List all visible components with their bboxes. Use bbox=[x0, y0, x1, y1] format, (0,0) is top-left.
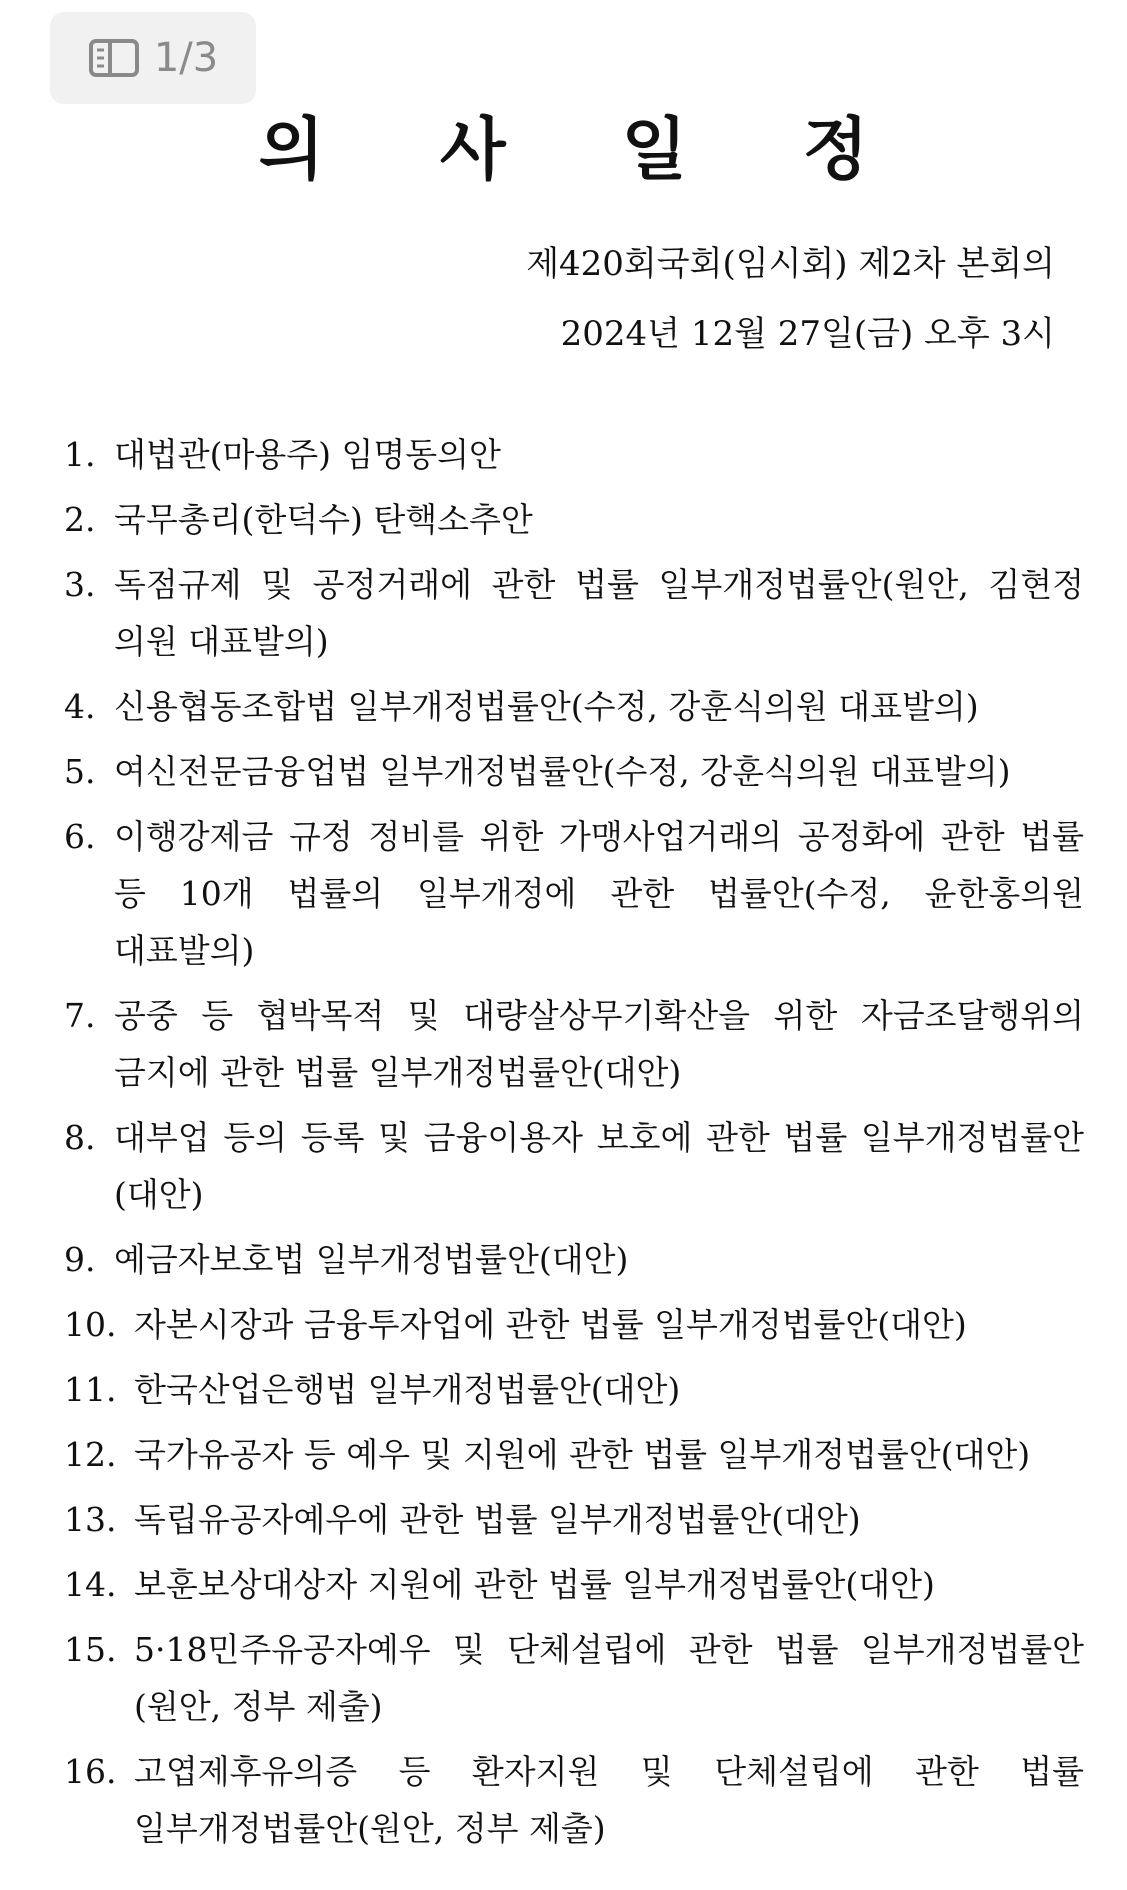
agenda-item bbox=[64, 1426, 1084, 1483]
agenda-item bbox=[64, 1231, 1084, 1288]
agenda-item bbox=[64, 743, 1084, 800]
session-datetime: 2024년 12월 27일(금) 오후 3시 bbox=[560, 314, 1055, 354]
agenda-item-number: 5. bbox=[64, 752, 96, 791]
agenda-item bbox=[64, 808, 1084, 979]
agenda-item bbox=[64, 491, 1084, 548]
agenda-item-text: 자본시장과 금융투자업에 관한 법률 일부개정법률안(대안) bbox=[134, 1305, 967, 1344]
agenda-item bbox=[64, 1491, 1084, 1548]
agenda-item bbox=[64, 1361, 1084, 1418]
agenda-item bbox=[64, 1109, 1084, 1223]
agenda-item-number: 11. bbox=[64, 1370, 117, 1409]
agenda-item-number: 1. bbox=[64, 435, 96, 474]
document-title: 의 사 일 정 bbox=[258, 111, 915, 190]
agenda-item-text: 대법관(마용주) 임명동의안 bbox=[114, 435, 501, 474]
agenda-item bbox=[64, 556, 1084, 670]
agenda-item-number: 6. bbox=[64, 817, 96, 856]
agenda-item-text: 독립유공자예우에 관한 법률 일부개정법률안(대안) bbox=[134, 1500, 861, 1539]
agenda-list bbox=[64, 426, 1084, 1865]
agenda-item-number: 9. bbox=[64, 1240, 96, 1279]
agenda-item bbox=[64, 1743, 1084, 1857]
agenda-item-text: 고엽제후유의증 등 환자지원 및 단체설립에 관한 법률 일부개정법률안(원안, 정부 제출) bbox=[134, 1752, 1084, 1848]
agenda-item-text: 한국산업은행법 일부개정법률안(대안) bbox=[134, 1370, 681, 1409]
agenda-item-number: 15. bbox=[64, 1630, 117, 1669]
agenda-item bbox=[64, 1296, 1084, 1353]
agenda-item-text: 예금자보호법 일부개정법률안(대안) bbox=[114, 1240, 629, 1279]
agenda-item-number: 8. bbox=[64, 1118, 96, 1157]
agenda-item-text: 이행강제금 규정 정비를 위한 가맹사업거래의 공정화에 관한 법률 등 10개 법률의 일부개정에 관한 법률안(수정, 윤한홍의원 대표발의) bbox=[114, 817, 1084, 970]
agenda-item bbox=[64, 987, 1084, 1101]
agenda-item-number: 7. bbox=[64, 996, 96, 1035]
agenda-item-text: 독점규제 및 공정거래에 관한 법률 일부개정법률안(원안, 김현정 의원 대표발의) bbox=[114, 565, 1084, 661]
reader-icon bbox=[88, 38, 140, 78]
agenda-item bbox=[64, 426, 1084, 483]
agenda-item-text: 여신전문금융업법 일부개정법률안(수정, 강훈식의원 대표발의) bbox=[114, 752, 1011, 791]
agenda-item-number: 4. bbox=[64, 687, 96, 726]
agenda-item-text: 대부업 등의 등록 및 금융이용자 보호에 관한 법률 일부개정법률안(대안) bbox=[114, 1118, 1084, 1214]
agenda-item-number: 10. bbox=[64, 1305, 117, 1344]
agenda-item-text: 보훈보상대상자 지원에 관한 법률 일부개정법률안(대안) bbox=[134, 1565, 935, 1604]
agenda-item-text: 신용협동조합법 일부개정법률안(수정, 강훈식의원 대표발의) bbox=[114, 687, 979, 726]
agenda-item-number: 14. bbox=[64, 1565, 117, 1604]
agenda-item bbox=[64, 678, 1084, 735]
agenda-item-text: 공중 등 협박목적 및 대량살상무기확산을 위한 자금조달행위의 금지에 관한 법률 일부개정법률안(대안) bbox=[114, 996, 1084, 1092]
agenda-item-number: 3. bbox=[64, 565, 96, 604]
session-info: 제420회국회(임시회) 제2차 본회의 bbox=[526, 244, 1055, 284]
agenda-item bbox=[64, 1556, 1084, 1613]
agenda-item-number: 16. bbox=[64, 1752, 117, 1791]
agenda-item-number: 12. bbox=[64, 1435, 117, 1474]
agenda-item-number: 13. bbox=[64, 1500, 117, 1539]
page-indicator-button[interactable] bbox=[50, 12, 256, 104]
agenda-item-text: 국무총리(한덕수) 탄핵소추안 bbox=[114, 500, 533, 539]
page-number-label: 1/3 bbox=[153, 35, 219, 81]
agenda-item bbox=[64, 1621, 1084, 1735]
agenda-item-text: 국가유공자 등 예우 및 지원에 관한 법률 일부개정법률안(대안) bbox=[134, 1435, 1031, 1474]
agenda-item-text: 5·18민주유공자예우 및 단체설립에 관한 법률 일부개정법률안(원안, 정부 제출) bbox=[134, 1630, 1084, 1726]
agenda-item-number: 2. bbox=[64, 500, 96, 539]
